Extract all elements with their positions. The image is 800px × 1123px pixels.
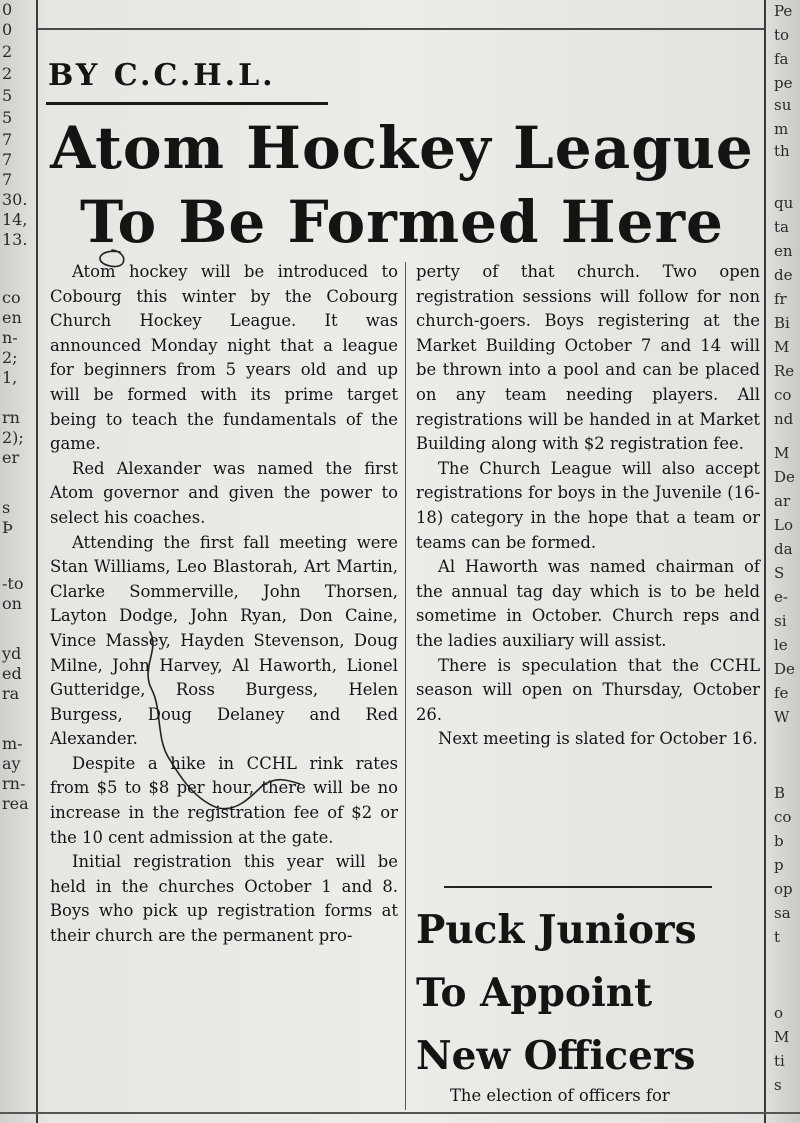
margin-fragment: 1, xyxy=(2,368,18,387)
margin-fragment: th xyxy=(774,142,790,160)
margin-fragment: ar xyxy=(774,492,791,510)
margin-fragment: s xyxy=(774,1076,782,1094)
article-paragraph: Attending the first fall meeting were Stan Williams, Leo Blastorah, Art Martin, Clarke Sommerville, John Thorsen, Layton Dodge, John Ryan, Don Caine, Vince Massey, Hayden Stevenson, Doug Milne, John Harvey, Al Haworth, Lionel Gutteridge, Ross Burgess, Helen Burgess, Doug Delaney and Red Alexander. xyxy=(50,532,398,749)
bottom-rule xyxy=(0,1112,800,1114)
margin-fragment: on xyxy=(2,594,22,613)
byline-rule xyxy=(46,102,328,105)
margin-fragment: 5 xyxy=(2,86,13,105)
margin-fragment: 5 xyxy=(2,108,13,127)
article-paragraph: Initial registration this year will be held in the churches October 1 and 8. Boys who pick up registration forms at their church are the permanent pro- xyxy=(50,852,398,946)
second-article-lead: The election of officers for xyxy=(450,1086,670,1105)
margin-fragment: to xyxy=(774,26,790,44)
margin-fragment: sa xyxy=(774,904,791,922)
second-headline-line-3: New Officers xyxy=(416,1033,696,1079)
margin-fragment: 7 xyxy=(2,170,13,189)
margin-fragment: rea xyxy=(2,794,29,813)
margin-fragment: 2 xyxy=(2,64,13,83)
margin-fragment: De xyxy=(774,468,795,486)
margin-fragment: s xyxy=(2,498,11,517)
margin-fragment: 14, xyxy=(2,210,28,229)
margin-fragment: e- xyxy=(774,588,788,606)
margin-fragment: m- xyxy=(2,734,23,753)
margin-fragment: ta xyxy=(774,218,789,236)
margin-fragment: co xyxy=(2,288,21,307)
margin-fragment: en xyxy=(2,308,22,327)
article-paragraph: There is speculation that the CCHL season will open on Thursday, October 26. xyxy=(416,655,760,724)
margin-fragment: Þ xyxy=(2,518,13,537)
margin-fragment: o xyxy=(774,1004,784,1022)
margin-fragment: 7 xyxy=(2,130,13,149)
margin-fragment: pe xyxy=(774,74,793,92)
margin-fragment: M xyxy=(774,338,790,356)
margin-fragment: da xyxy=(774,540,793,558)
margin-fragment: rn xyxy=(2,408,20,427)
margin-fragment: yd xyxy=(2,644,22,663)
article-right-column xyxy=(416,260,760,752)
article-paragraph: Next meeting is slated for October 16. xyxy=(438,729,758,749)
margin-fragment: ra xyxy=(2,684,20,703)
second-headline-line-1: Puck Juniors xyxy=(416,907,697,953)
margin-fragment: fr xyxy=(774,290,787,308)
margin-fragment: 2 xyxy=(2,42,13,61)
article-paragraph: perty of that church. Two open registration sessions will follow for non church-goers. Boys registering at the Market Building October 7 and 14 will be thrown into a pool and can be placed on any team needing players. All registrations will be handed in at Market Building along with $2 registration fee. xyxy=(416,262,760,454)
margin-fragment: rn- xyxy=(2,774,26,793)
margin-fragment: nd xyxy=(774,410,794,428)
article-paragraph: Despite a hike in CCHL rink rates from $5 to $8 per hour, there will be no increase in the registration fee of $2 or the 10 cent admission at the gate. xyxy=(50,753,398,847)
margin-fragment: ti xyxy=(774,1052,785,1070)
margin-fragment: op xyxy=(774,880,793,898)
margin-fragment: p xyxy=(774,856,784,874)
byline: BY C.C.H.L. xyxy=(48,58,276,93)
margin-fragment: 0 xyxy=(2,20,13,39)
margin-fragment: M xyxy=(774,444,790,462)
margin-fragment: W xyxy=(774,708,790,726)
headline-line-1: Atom Hockey League xyxy=(50,114,754,182)
margin-fragment: S xyxy=(774,564,785,582)
margin-fragment: Lo xyxy=(774,516,793,534)
margin-fragment: 2); xyxy=(2,428,24,447)
margin-fragment: co xyxy=(774,808,792,826)
margin-fragment: m xyxy=(774,120,789,138)
article-paragraph: Al Haworth was named chairman of the annual tag day which is to be held sometime in October. Church reps and the ladies auxiliary will assist. xyxy=(416,557,760,650)
column-divider xyxy=(405,262,406,1110)
margin-fragment: ay xyxy=(2,754,21,773)
section-rule xyxy=(444,886,712,888)
margin-fragment: t xyxy=(774,928,781,946)
margin-fragment: en xyxy=(774,242,793,260)
margin-fragment: fe xyxy=(774,684,789,702)
right-column-rule xyxy=(764,0,766,1123)
margin-fragment: 7 xyxy=(2,150,13,169)
margin-fragment: 0 xyxy=(2,0,13,19)
margin-fragment: le xyxy=(774,636,788,654)
margin-fragment: 13. xyxy=(2,230,28,249)
margin-fragment: De xyxy=(774,660,795,678)
margin-fragment: su xyxy=(774,96,792,114)
margin-fragment: M xyxy=(774,1028,790,1046)
headline-line-2: To Be Formed Here xyxy=(80,188,724,256)
margin-fragment: er xyxy=(2,448,20,467)
margin-fragment: co xyxy=(774,386,792,404)
margin-fragment: 2; xyxy=(2,348,18,367)
left-column-rule xyxy=(36,0,38,1123)
margin-fragment: n- xyxy=(2,328,18,347)
margin-fragment: ed xyxy=(2,664,22,683)
margin-fragment: qu xyxy=(774,194,794,212)
left-margin-fragments xyxy=(0,0,34,1123)
margin-fragment: B xyxy=(774,784,786,802)
margin-fragment: Pe xyxy=(774,2,793,20)
article-paragraph: Red Alexander was named the first Atom governor and given the power to select his coaches. xyxy=(50,458,398,527)
margin-fragment: Re xyxy=(774,362,795,380)
margin-fragment: de xyxy=(774,266,793,284)
second-headline-line-2: To Appoint xyxy=(416,970,653,1016)
article-paragraph: Atom hockey will be introduced to Cobourg this winter by the Cobourg Church Hockey League. It was announced Monday night that a league for beginners from 5 years old and up will be formed with its prime target being to teach the fundamentals of the game. xyxy=(50,262,398,454)
right-margin-fragments xyxy=(768,0,800,1123)
article-paragraph: The Church League will also accept registrations for boys in the Juvenile (16-18) category in the hope that a team or teams can be formed. xyxy=(416,458,760,552)
margin-fragment: Bi xyxy=(774,314,790,332)
margin-fragment: si xyxy=(774,612,787,630)
top-rule xyxy=(38,28,764,30)
margin-fragment: -to xyxy=(2,574,24,593)
margin-fragment: b xyxy=(774,832,784,850)
margin-fragment: 30. xyxy=(2,190,28,209)
margin-fragment: fa xyxy=(774,50,789,68)
article-left-column xyxy=(50,260,398,949)
